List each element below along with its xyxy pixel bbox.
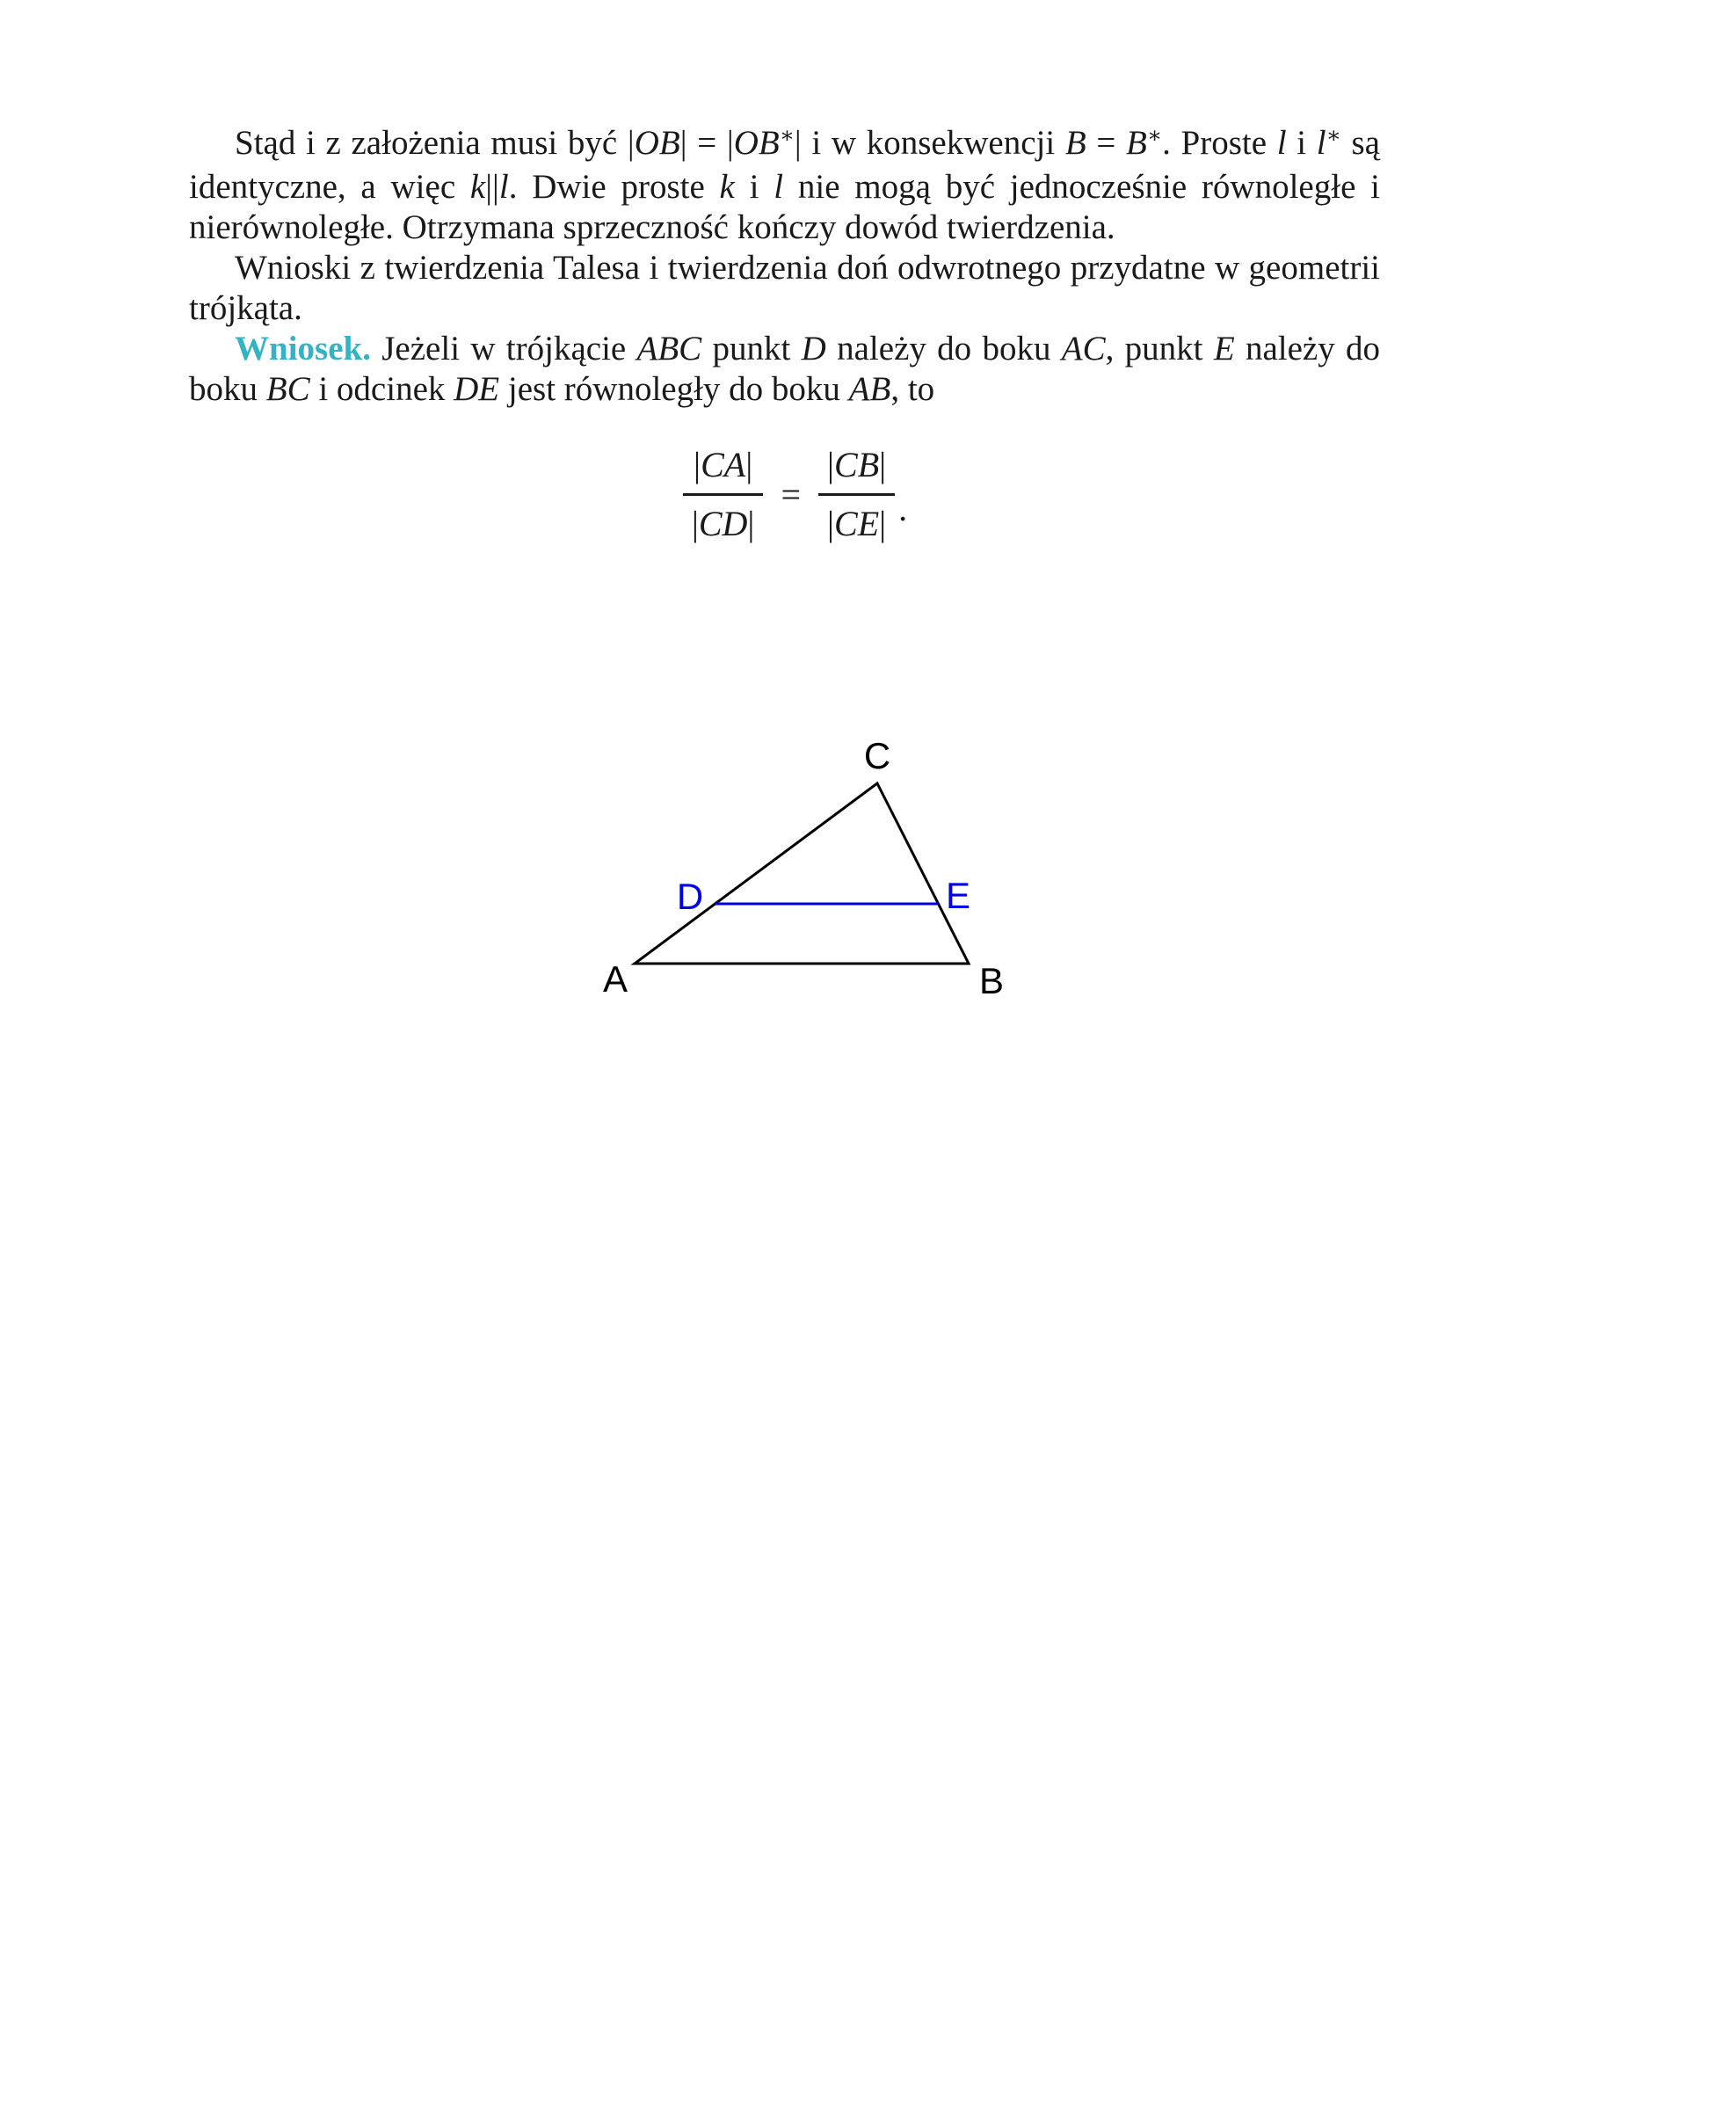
fraction-right-denominator: |CE|: [827, 504, 887, 543]
fraction-right: [818, 443, 895, 546]
equals-sign: =: [781, 474, 801, 514]
vertex-label-b: B: [978, 960, 1005, 1001]
fraction-left-denominator: |CD|: [691, 504, 755, 543]
displayed-formula: [189, 443, 1380, 546]
paragraph-corollaries-intro: Wnioski z twierdzenia Talesa i twierdzenia doń odwrotnego przydatne w geometrii trójkąta.: [189, 249, 1380, 327]
formula-period: .: [898, 488, 908, 528]
fraction-left-numerator: |CA|: [683, 443, 764, 496]
text-block: [189, 123, 1380, 546]
paragraph-wniosek: Wniosek. Jeżeli w trójkącie ABC punkt D należy do boku AC, punkt E należy do boku BC i odcinek DE jest równoległy do boku AB, to: [189, 330, 1381, 408]
triangle-outline: [635, 783, 969, 964]
fraction-right-numerator: |CB|: [818, 443, 895, 496]
point-label-e: E: [945, 875, 971, 916]
figure-triangle-abc: [563, 712, 1020, 1011]
point-label-d: D: [676, 876, 704, 917]
vertex-label-c: C: [863, 735, 891, 776]
vertex-label-a: A: [602, 958, 628, 1000]
fraction-left: [683, 443, 764, 546]
paragraph-proof-conclusion: Stąd i z założenia musi być |OB| = |OB∗| i w konsekwencji B = B∗. Proste l i l∗ są identyczne, a więc k||l. Dwie proste k i l nie mogą być jednocześnie równoległe i nierównoległe. Otrzymana sprzeczność kończy dowód twierdzenia.: [189, 123, 1380, 246]
